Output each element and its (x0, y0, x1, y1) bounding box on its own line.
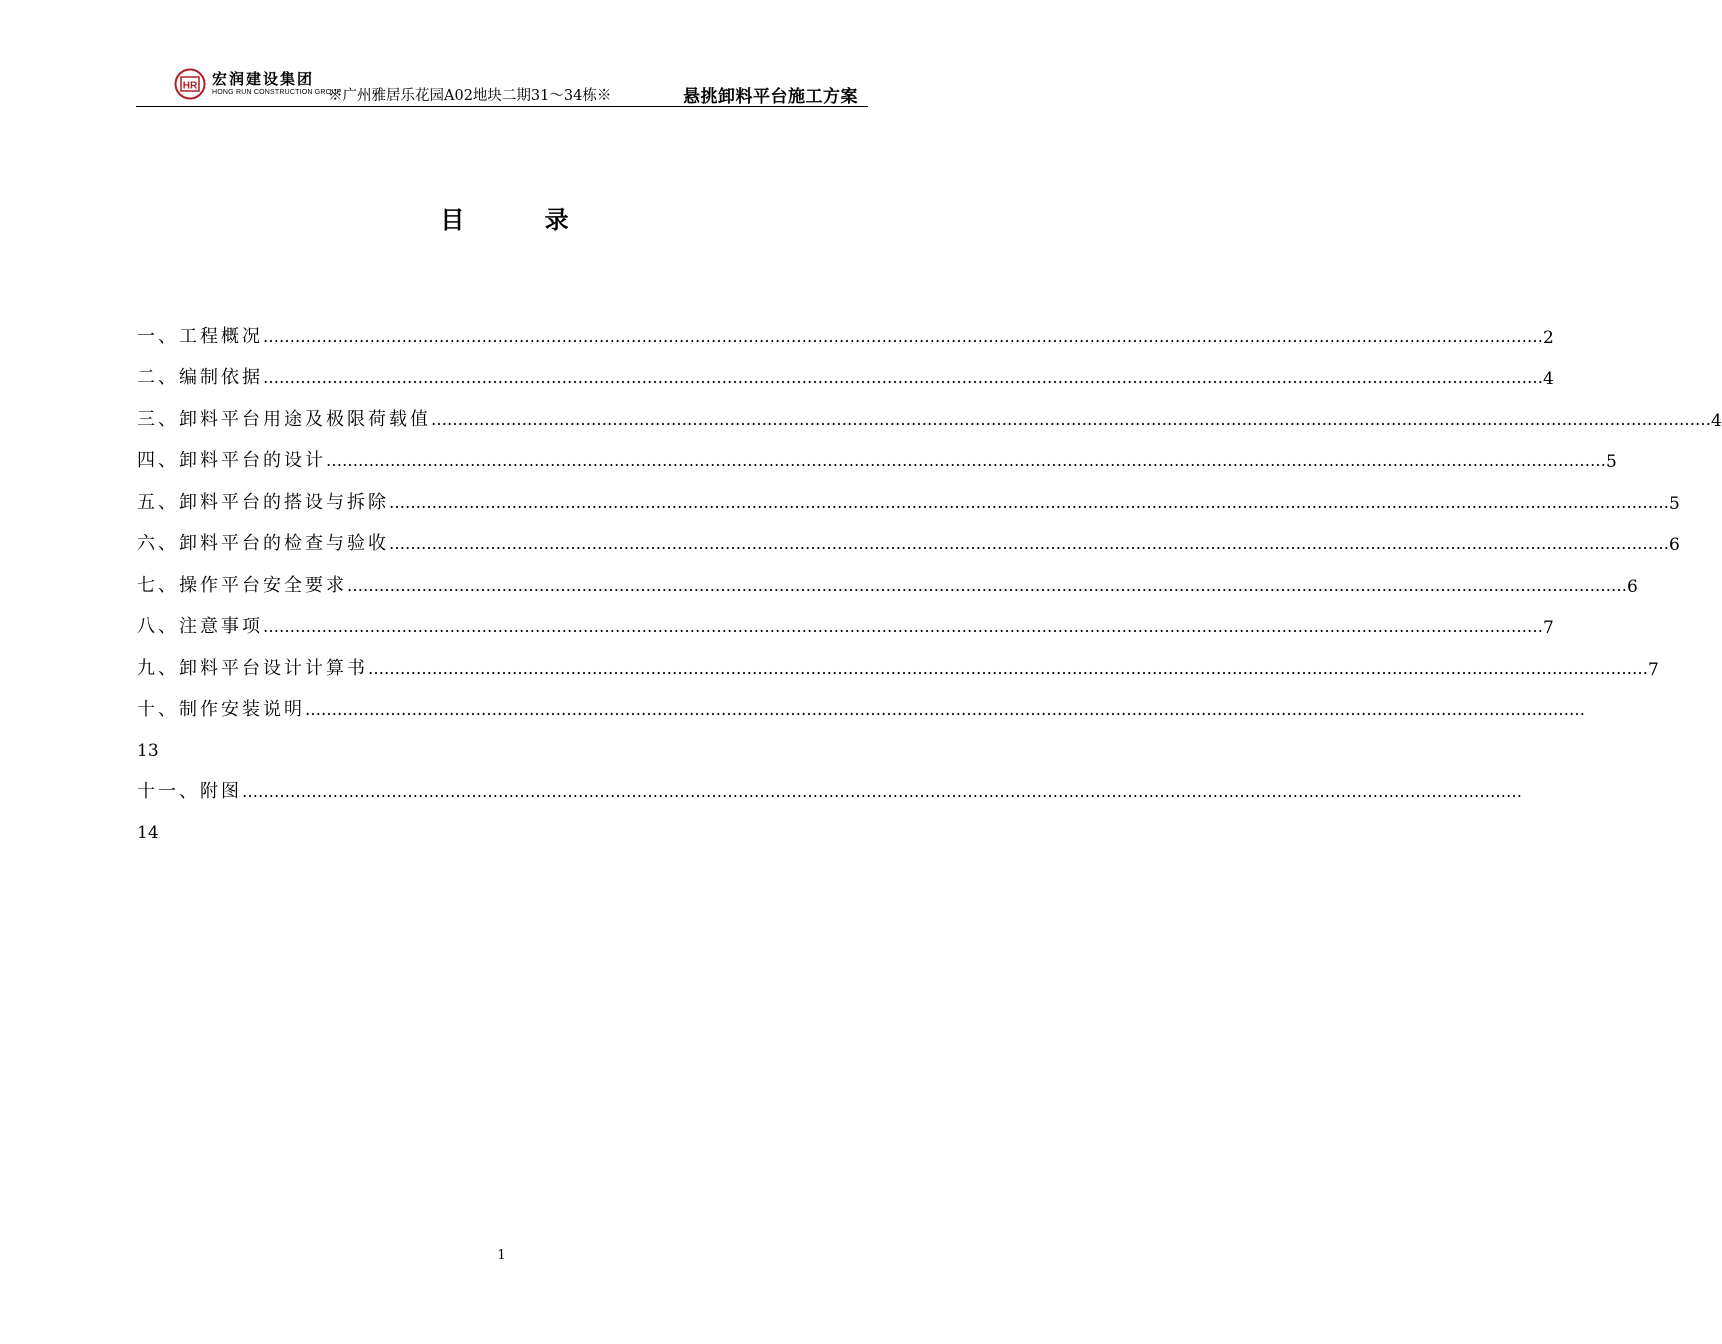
toc-leader: …………………………………………………………………………………………………………………………………………………………………………………………………………………… (326, 451, 1606, 470)
toc-leader: …………………………………………………………………………………………………………………………………………………………………………………………………………………… (368, 658, 1648, 678)
toc-leader: …………………………………………………………………………………………………………………………………………………………………………………………………………………… (263, 368, 1543, 387)
toc-entry[interactable] (137, 555, 1638, 597)
toc-entry[interactable] (137, 761, 1522, 803)
logo-letters: HR (182, 80, 198, 92)
toc-leader: …………………………………………………………………………………………………………………………………………………………………………………………………………………… (263, 326, 1543, 346)
company-name: 宏润建设集团 (212, 70, 315, 88)
page-header (136, 64, 868, 107)
toc-entry-label: 十、制作安装说明 (137, 699, 305, 720)
toc-entry-label: 十一、附图 (137, 780, 242, 802)
toc-entry-label: 四、卸料平台的设计 (137, 450, 326, 471)
page-number: 1 (497, 1248, 506, 1263)
project-name: ※广州雅居乐花园A02地块二期31～34栋※ (328, 88, 612, 104)
table-of-contents (137, 306, 1722, 843)
toc-entry-label: 一、工程概况 (137, 325, 263, 347)
toc-entry[interactable] (137, 348, 1554, 390)
toc-entry-page: 13 (137, 741, 159, 761)
toc-leader: …………………………………………………………………………………………………………………………………………………………………………………………………………………… (389, 534, 1669, 553)
toc-leader: …………………………………………………………………………………………………………………………………………………………………………………………………………………… (305, 700, 1585, 719)
toc-entry[interactable] (137, 597, 1554, 639)
toc-leader: …………………………………………………………………………………………………………………………………………………………………………………………………………………… (347, 575, 1627, 595)
toc-entry-label: 二、编制依据 (137, 367, 263, 388)
toc-heading: 目 录 (440, 205, 605, 234)
document-title: 悬挑卸料平台施工方案 (683, 87, 858, 107)
toc-entry-page: 7 (1543, 618, 1554, 638)
toc-entry-page: 14 (137, 822, 159, 843)
toc-entry-label: 八、注意事项 (137, 616, 263, 637)
toc-entry-label: 五、卸料平台的搭设与拆除 (137, 491, 389, 513)
toc-entry-label: 六、卸料平台的检查与验收 (137, 533, 389, 554)
toc-leader: …………………………………………………………………………………………………………………………………………………………………………………………………………………… (431, 409, 1711, 429)
toc-entry[interactable] (137, 306, 1554, 348)
toc-entry[interactable] (137, 638, 1659, 680)
toc-entry-page: 6 (1627, 576, 1638, 597)
toc-entry-page: 4 (1711, 410, 1722, 431)
toc-entry[interactable] (137, 680, 1585, 722)
toc-entry-page: 5 (1669, 493, 1680, 514)
toc-leader: …………………………………………………………………………………………………………………………………………………………………………………………………………………… (242, 781, 1522, 801)
toc-entry-label: 三、卸料平台用途及极限荷载值 (137, 408, 431, 430)
company-name-en: HONG RUN CONSTRUCTION GROUP (212, 89, 342, 96)
toc-leader: …………………………………………………………………………………………………………………………………………………………………………………………………………………… (263, 617, 1543, 636)
toc-entry-label: 九、卸料平台设计计算书 (137, 657, 368, 679)
toc-entry[interactable] (137, 389, 1722, 431)
toc-entry[interactable] (137, 431, 1617, 473)
toc-leader: …………………………………………………………………………………………………………………………………………………………………………………………………………………… (389, 492, 1669, 512)
toc-entry-page: 7 (1648, 659, 1659, 680)
toc-entry-page: 2 (1543, 327, 1554, 348)
toc-entry[interactable] (137, 514, 1680, 556)
toc-entry-page: 5 (1606, 452, 1617, 472)
toc-entry-page: 6 (1669, 535, 1680, 555)
toc-entry-label: 七、操作平台安全要求 (137, 574, 347, 596)
company-logo-icon (174, 68, 206, 100)
toc-entry[interactable] (137, 472, 1680, 514)
toc-entry-page: 4 (1543, 369, 1554, 389)
